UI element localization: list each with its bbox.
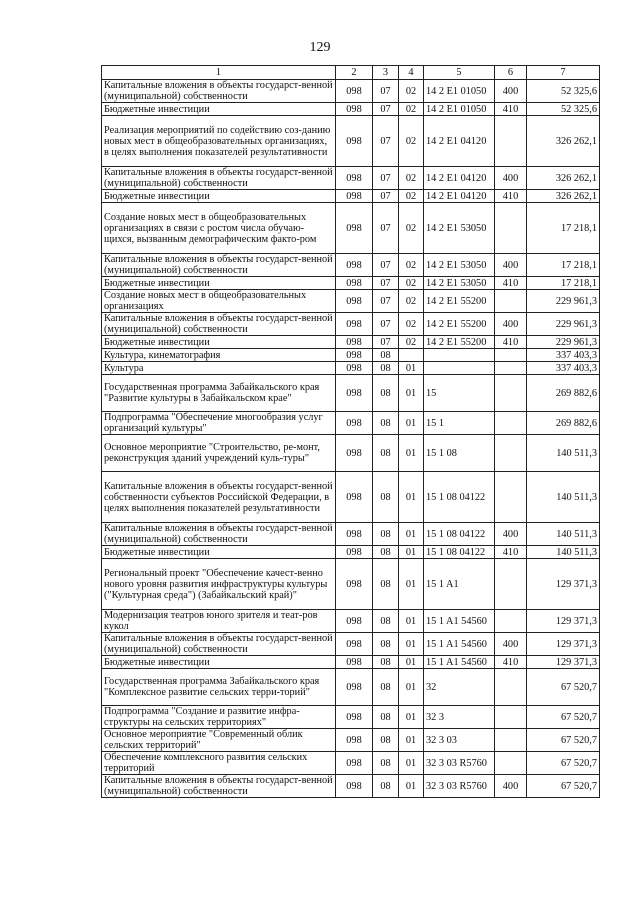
row-amount-cell: 229 961,3	[527, 290, 600, 313]
row-subsection-cell: 02	[399, 254, 424, 277]
row-admin-code-cell: 098	[336, 559, 373, 610]
row-expense-type-cell	[495, 362, 527, 375]
row-admin-code-cell: 098	[336, 435, 373, 472]
row-subsection-cell: 01	[399, 362, 424, 375]
row-admin-code-cell: 098	[336, 412, 373, 435]
row-section-cell: 07	[373, 167, 399, 190]
table-row	[102, 336, 600, 349]
row-subsection-cell	[399, 349, 424, 362]
row-section-cell: 08	[373, 775, 399, 798]
row-admin-code-cell: 098	[336, 80, 373, 103]
row-name-cell: Основное мероприятие "Строительство, ре-монт, реконструкция зданий учреждений куль-туры"	[102, 435, 336, 472]
row-expense-type-cell: 400	[495, 167, 527, 190]
row-admin-code-cell: 098	[336, 254, 373, 277]
row-name-cell: Бюджетные инвестиции	[102, 277, 336, 290]
row-name-cell: Капитальные вложения в объекты государст-венной (муниципальной) собственности	[102, 80, 336, 103]
row-name-cell: Основное мероприятие "Современный облик сельских территорий"	[102, 729, 336, 752]
row-amount-cell: 140 511,3	[527, 523, 600, 546]
column-header: 2	[336, 66, 373, 80]
row-amount-cell: 67 520,7	[527, 752, 600, 775]
row-section-cell: 07	[373, 190, 399, 203]
row-subsection-cell: 01	[399, 375, 424, 412]
row-target-article-cell: 14 2 E1 04120	[424, 190, 495, 203]
row-expense-type-cell	[495, 412, 527, 435]
row-subsection-cell: 01	[399, 706, 424, 729]
table-row	[102, 290, 600, 313]
row-name-cell: Модернизация театров юного зрителя и теат-ров кукол	[102, 610, 336, 633]
row-admin-code-cell: 098	[336, 336, 373, 349]
row-target-article-cell: 14 2 E1 01050	[424, 103, 495, 116]
row-amount-cell: 140 511,3	[527, 472, 600, 523]
table-row	[102, 203, 600, 254]
row-target-article-cell: 32	[424, 669, 495, 706]
row-expense-type-cell: 410	[495, 656, 527, 669]
table-row	[102, 633, 600, 656]
row-section-cell: 08	[373, 752, 399, 775]
column-header: 4	[399, 66, 424, 80]
row-subsection-cell: 02	[399, 277, 424, 290]
row-amount-cell: 67 520,7	[527, 706, 600, 729]
row-amount-cell: 129 371,3	[527, 610, 600, 633]
row-target-article-cell: 14 2 E1 53050	[424, 203, 495, 254]
table-row	[102, 656, 600, 669]
row-name-cell: Капитальные вложения в объекты государст-венной (муниципальной) собственности	[102, 167, 336, 190]
row-subsection-cell: 02	[399, 167, 424, 190]
row-subsection-cell: 02	[399, 313, 424, 336]
row-target-article-cell: 14 2 E1 55200	[424, 290, 495, 313]
row-subsection-cell: 01	[399, 472, 424, 523]
row-name-cell: Капитальные вложения в объекты государст-венной (муниципальной) собственности	[102, 313, 336, 336]
row-subsection-cell: 01	[399, 559, 424, 610]
row-name-cell: Культура, кинематография	[102, 349, 336, 362]
row-admin-code-cell: 098	[336, 313, 373, 336]
row-amount-cell: 140 511,3	[527, 546, 600, 559]
row-target-article-cell: 15 1 A1 54560	[424, 633, 495, 656]
row-expense-type-cell: 400	[495, 775, 527, 798]
row-subsection-cell: 01	[399, 656, 424, 669]
row-admin-code-cell: 098	[336, 472, 373, 523]
row-expense-type-cell	[495, 559, 527, 610]
row-amount-cell: 67 520,7	[527, 669, 600, 706]
table-row	[102, 313, 600, 336]
row-section-cell: 08	[373, 656, 399, 669]
row-amount-cell: 326 262,1	[527, 116, 600, 167]
row-subsection-cell: 02	[399, 190, 424, 203]
row-amount-cell: 17 218,1	[527, 277, 600, 290]
table-row	[102, 435, 600, 472]
row-section-cell: 08	[373, 472, 399, 523]
row-admin-code-cell: 098	[336, 116, 373, 167]
row-amount-cell: 52 325,6	[527, 103, 600, 116]
row-admin-code-cell: 098	[336, 752, 373, 775]
row-name-cell: Бюджетные инвестиции	[102, 190, 336, 203]
row-expense-type-cell: 400	[495, 80, 527, 103]
row-subsection-cell: 01	[399, 729, 424, 752]
page-number: 129	[309, 40, 331, 55]
table-row	[102, 775, 600, 798]
row-subsection-cell: 01	[399, 669, 424, 706]
row-expense-type-cell: 410	[495, 103, 527, 116]
row-admin-code-cell: 098	[336, 290, 373, 313]
row-expense-type-cell: 410	[495, 277, 527, 290]
row-target-article-cell: 15 1 08	[424, 435, 495, 472]
row-expense-type-cell	[495, 290, 527, 313]
row-target-article-cell: 14 2 E1 53050	[424, 277, 495, 290]
row-subsection-cell: 01	[399, 435, 424, 472]
row-section-cell: 08	[373, 523, 399, 546]
row-name-cell: Региональный проект "Обеспечение качест-венно нового уровня развития инфраструктуры культуры ("Культурная среда") (Забайкальский край)"	[102, 559, 336, 610]
table-row	[102, 412, 600, 435]
row-section-cell: 08	[373, 375, 399, 412]
row-section-cell: 07	[373, 336, 399, 349]
row-section-cell: 07	[373, 103, 399, 116]
row-target-article-cell: 15 1 A1 54560	[424, 610, 495, 633]
row-expense-type-cell	[495, 349, 527, 362]
row-amount-cell: 129 371,3	[527, 559, 600, 610]
row-admin-code-cell: 098	[336, 167, 373, 190]
row-subsection-cell: 01	[399, 633, 424, 656]
row-expense-type-cell: 410	[495, 336, 527, 349]
table-row	[102, 277, 600, 290]
row-subsection-cell: 02	[399, 103, 424, 116]
row-amount-cell: 17 218,1	[527, 254, 600, 277]
row-expense-type-cell: 400	[495, 523, 527, 546]
row-name-cell: Государственная программа Забайкальского края "Развитие культуры в Забайкальском крае"	[102, 375, 336, 412]
row-subsection-cell: 02	[399, 80, 424, 103]
row-expense-type-cell	[495, 729, 527, 752]
row-target-article-cell: 15	[424, 375, 495, 412]
table-row	[102, 190, 600, 203]
row-expense-type-cell: 400	[495, 633, 527, 656]
row-expense-type-cell	[495, 752, 527, 775]
row-section-cell: 07	[373, 254, 399, 277]
row-amount-cell: 337 403,3	[527, 362, 600, 375]
row-name-cell: Культура	[102, 362, 336, 375]
row-amount-cell: 229 961,3	[527, 336, 600, 349]
row-target-article-cell: 14 2 E1 55200	[424, 336, 495, 349]
row-name-cell: Создание новых мест в общеобразовательных организациях в связи с ростом числа обучаю-щихся, вызванным демографическим факто-ром	[102, 203, 336, 254]
row-target-article-cell: 32 3	[424, 706, 495, 729]
column-header: 3	[373, 66, 399, 80]
row-name-cell: Капитальные вложения в объекты государст-венной собственности субъектов Российской Федерации, в целях выполнения показателей результативности	[102, 472, 336, 523]
row-expense-type-cell	[495, 203, 527, 254]
row-expense-type-cell: 400	[495, 254, 527, 277]
row-section-cell: 07	[373, 277, 399, 290]
row-admin-code-cell: 098	[336, 203, 373, 254]
table-row	[102, 349, 600, 362]
row-subsection-cell: 02	[399, 336, 424, 349]
row-name-cell: Бюджетные инвестиции	[102, 336, 336, 349]
row-amount-cell: 269 882,6	[527, 375, 600, 412]
table-row	[102, 610, 600, 633]
row-name-cell: Бюджетные инвестиции	[102, 103, 336, 116]
table-row	[102, 375, 600, 412]
row-section-cell: 08	[373, 729, 399, 752]
row-target-article-cell: 15 1	[424, 412, 495, 435]
row-subsection-cell: 02	[399, 203, 424, 254]
row-name-cell: Создание новых мест в общеобразовательных организациях	[102, 290, 336, 313]
table-row	[102, 116, 600, 167]
table-header-row	[102, 66, 600, 80]
row-admin-code-cell: 098	[336, 610, 373, 633]
row-name-cell: Реализация мероприятий по содействию соз-данию новых мест в общеобразовательных организациях, в целях выполнения показателей результативности	[102, 116, 336, 167]
row-subsection-cell: 01	[399, 775, 424, 798]
row-expense-type-cell	[495, 375, 527, 412]
row-section-cell: 08	[373, 706, 399, 729]
row-expense-type-cell: 410	[495, 190, 527, 203]
row-admin-code-cell: 098	[336, 546, 373, 559]
row-section-cell: 07	[373, 116, 399, 167]
table-row	[102, 472, 600, 523]
row-section-cell: 08	[373, 633, 399, 656]
row-target-article-cell: 15 1 08 04122	[424, 472, 495, 523]
row-admin-code-cell: 098	[336, 190, 373, 203]
table-row	[102, 362, 600, 375]
row-section-cell: 07	[373, 80, 399, 103]
row-section-cell: 07	[373, 313, 399, 336]
row-target-article-cell: 32 3 03	[424, 729, 495, 752]
row-admin-code-cell: 098	[336, 669, 373, 706]
row-name-cell: Капитальные вложения в объекты государст-венной (муниципальной) собственности	[102, 633, 336, 656]
row-admin-code-cell: 098	[336, 349, 373, 362]
row-name-cell: Подпрограмма "Создание и развитие инфра-структуры на сельских территориях"	[102, 706, 336, 729]
row-subsection-cell: 02	[399, 290, 424, 313]
row-section-cell: 08	[373, 669, 399, 706]
row-section-cell: 07	[373, 290, 399, 313]
row-expense-type-cell	[495, 610, 527, 633]
table-row	[102, 546, 600, 559]
table-row	[102, 80, 600, 103]
row-section-cell: 08	[373, 559, 399, 610]
row-amount-cell: 326 262,1	[527, 167, 600, 190]
row-admin-code-cell: 098	[336, 375, 373, 412]
row-expense-type-cell	[495, 472, 527, 523]
column-header: 1	[102, 66, 336, 80]
row-name-cell: Обеспечение комплексного развития сельских территорий	[102, 752, 336, 775]
row-amount-cell: 129 371,3	[527, 656, 600, 669]
row-expense-type-cell	[495, 435, 527, 472]
row-admin-code-cell: 098	[336, 523, 373, 546]
row-target-article-cell: 14 2 E1 55200	[424, 313, 495, 336]
row-section-cell: 08	[373, 546, 399, 559]
row-amount-cell: 67 520,7	[527, 729, 600, 752]
row-admin-code-cell: 098	[336, 362, 373, 375]
row-amount-cell: 269 882,6	[527, 412, 600, 435]
row-admin-code-cell: 098	[336, 706, 373, 729]
row-section-cell: 07	[373, 203, 399, 254]
row-subsection-cell: 01	[399, 412, 424, 435]
row-subsection-cell: 01	[399, 523, 424, 546]
row-amount-cell: 140 511,3	[527, 435, 600, 472]
row-section-cell: 08	[373, 435, 399, 472]
row-target-article-cell: 32 3 03 R5760	[424, 775, 495, 798]
row-target-article-cell: 15 1 A1 54560	[424, 656, 495, 669]
table-row	[102, 729, 600, 752]
row-expense-type-cell	[495, 116, 527, 167]
table-row	[102, 706, 600, 729]
row-subsection-cell: 01	[399, 610, 424, 633]
table-row	[102, 669, 600, 706]
column-header: 5	[424, 66, 495, 80]
row-subsection-cell: 02	[399, 116, 424, 167]
column-header: 6	[495, 66, 527, 80]
row-amount-cell: 67 520,7	[527, 775, 600, 798]
row-expense-type-cell	[495, 669, 527, 706]
row-section-cell: 08	[373, 610, 399, 633]
row-admin-code-cell: 098	[336, 729, 373, 752]
row-target-article-cell: 14 2 E1 01050	[424, 80, 495, 103]
row-expense-type-cell: 410	[495, 546, 527, 559]
row-target-article-cell: 14 2 E1 04120	[424, 116, 495, 167]
row-name-cell: Капитальные вложения в объекты государст-венной (муниципальной) собственности	[102, 254, 336, 277]
row-expense-type-cell: 400	[495, 313, 527, 336]
row-subsection-cell: 01	[399, 752, 424, 775]
row-target-article-cell: 15 1 08 04122	[424, 523, 495, 546]
row-target-article-cell	[424, 349, 495, 362]
row-admin-code-cell: 098	[336, 277, 373, 290]
row-section-cell: 08	[373, 349, 399, 362]
row-target-article-cell: 14 2 E1 04120	[424, 167, 495, 190]
row-admin-code-cell: 098	[336, 656, 373, 669]
row-name-cell: Капитальные вложения в объекты государст-венной (муниципальной) собственности	[102, 775, 336, 798]
row-name-cell: Бюджетные инвестиции	[102, 546, 336, 559]
row-expense-type-cell	[495, 706, 527, 729]
table-row	[102, 559, 600, 610]
row-name-cell: Бюджетные инвестиции	[102, 656, 336, 669]
table-row	[102, 523, 600, 546]
row-subsection-cell: 01	[399, 546, 424, 559]
row-amount-cell: 337 403,3	[527, 349, 600, 362]
row-target-article-cell: 14 2 E1 53050	[424, 254, 495, 277]
row-section-cell: 08	[373, 412, 399, 435]
table-row	[102, 103, 600, 116]
row-admin-code-cell: 098	[336, 775, 373, 798]
row-target-article-cell: 15 1 08 04122	[424, 546, 495, 559]
row-amount-cell: 129 371,3	[527, 633, 600, 656]
table-row	[102, 752, 600, 775]
row-amount-cell: 17 218,1	[527, 203, 600, 254]
row-section-cell: 08	[373, 362, 399, 375]
row-target-article-cell	[424, 362, 495, 375]
row-admin-code-cell: 098	[336, 633, 373, 656]
table-row	[102, 254, 600, 277]
row-amount-cell: 229 961,3	[527, 313, 600, 336]
row-amount-cell: 326 262,1	[527, 190, 600, 203]
column-header: 7	[527, 66, 600, 80]
row-amount-cell: 52 325,6	[527, 80, 600, 103]
table-row	[102, 167, 600, 190]
row-name-cell: Государственная программа Забайкальского края "Комплексное развитие сельских терри-торий"	[102, 669, 336, 706]
row-target-article-cell: 15 1 A1	[424, 559, 495, 610]
row-name-cell: Подпрограмма "Обеспечение многообразия услуг организаций культуры"	[102, 412, 336, 435]
row-target-article-cell: 32 3 03 R5760	[424, 752, 495, 775]
budget-table	[101, 65, 600, 798]
row-admin-code-cell: 098	[336, 103, 373, 116]
row-name-cell: Капитальные вложения в объекты государст-венной (муниципальной) собственности	[102, 523, 336, 546]
